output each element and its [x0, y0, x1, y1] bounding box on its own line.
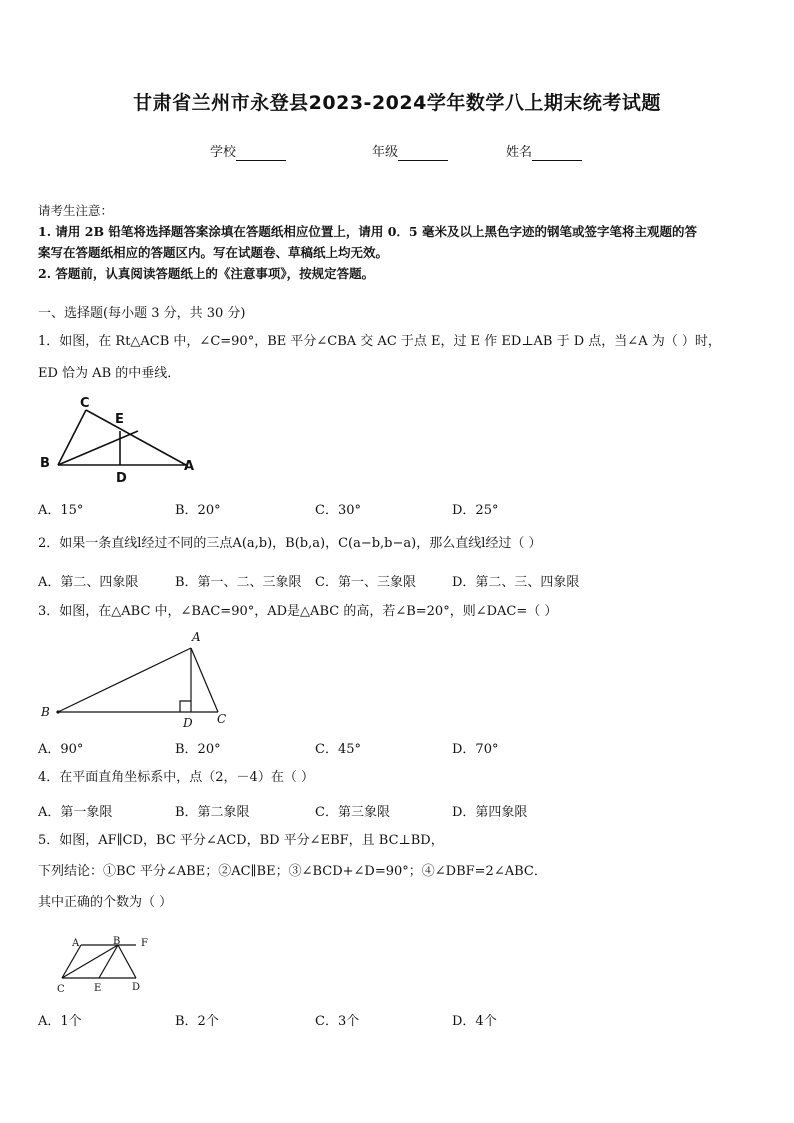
q3-label-a: A	[192, 630, 201, 644]
q5-label-c: C	[57, 984, 65, 995]
q4-text: 4．在平面直角坐标系中，点（2，－4）在（ ）	[38, 770, 314, 785]
q5-label-f: F	[141, 938, 148, 949]
q3-figure	[36, 628, 236, 732]
q5-label-e: E	[94, 983, 102, 994]
q3-label-d: D	[183, 716, 193, 730]
q1-label-d: D	[116, 471, 127, 486]
q5-option-b[interactable]: B．2个	[175, 1014, 219, 1029]
q3-text: 3．如图，在△ABC 中，∠BAC=90°，AD是△ABC 的高，若∠B=20°，则∠DAC=（ ）	[38, 604, 558, 619]
q5-option-d[interactable]: D．4个	[452, 1014, 497, 1029]
grade-blank	[398, 145, 448, 161]
q3-option-c[interactable]: C．45°	[315, 742, 361, 757]
notice-item-1-line-1: 1. 请用 2B 铅笔将选择题答案涂填在答题纸相应位置上，请用 0．5 毫米及以上黑色字迹的钢笔或签字笔将主观题的答	[38, 224, 697, 239]
q2-option-d[interactable]: D．第二、三、四象限	[452, 575, 580, 590]
q3-point-b	[56, 710, 59, 713]
q5-text-line-3: 其中正确的个数为（ ）	[38, 895, 173, 910]
name-label: 姓名	[506, 145, 533, 160]
notice-heading: 请考生注意：	[38, 203, 114, 218]
name-field	[506, 141, 582, 161]
q5-option-c[interactable]: C．3个	[315, 1014, 360, 1029]
q1-label-e: E	[115, 412, 124, 427]
q4-option-a[interactable]: A．第一象限	[38, 805, 113, 820]
q3-segment-ba	[58, 648, 191, 712]
q3-option-b[interactable]: B．20°	[175, 742, 221, 757]
q5-label-d: D	[132, 982, 141, 993]
school-field	[210, 141, 286, 161]
q1-segment-be	[58, 431, 138, 465]
q1-label-c: C	[80, 396, 90, 411]
q1-option-c[interactable]: C．30°	[315, 503, 361, 518]
q2-option-b[interactable]: B．第一、二、三象限	[175, 575, 302, 590]
q3-right-angle-mark	[180, 701, 191, 712]
q5-option-a[interactable]: A．1个	[38, 1014, 82, 1029]
q3-label-b: B	[41, 705, 50, 719]
q2-option-a[interactable]: A．第二、四象限	[38, 575, 139, 590]
q1-label-b: B	[40, 456, 50, 471]
q1-segment-ca	[86, 410, 186, 465]
q3-label-c: C	[217, 712, 227, 726]
q3-option-a[interactable]: A．90°	[38, 742, 84, 757]
q5-label-b: B	[113, 936, 121, 947]
page-title: 甘肃省兰州市永登县2023-2024学年数学八上期末统考试题	[133, 92, 661, 114]
q2-text: 2．如果一条直线l经过不同的三点A(a,b)，B(b,a)，C(a−b,b−a)，那么直线l经过（ ）	[38, 536, 542, 551]
notice-block	[38, 200, 768, 284]
q5-text-line-1: 5．如图，AF∥CD，BC 平分∠ACD，BD 平分∠EBF，且 BC⊥BD，	[38, 833, 444, 848]
section-heading: 一、选择题(每小题 3 分，共 30 分)	[38, 306, 246, 321]
q4-option-d[interactable]: D．第四象限	[452, 805, 528, 820]
q5-segment-bd	[118, 945, 136, 978]
q1-figure	[36, 392, 206, 486]
q1-option-d[interactable]: D．25°	[452, 503, 499, 518]
q5-figure	[50, 930, 160, 996]
q3-option-d[interactable]: D．70°	[452, 742, 499, 757]
grade-label: 年级	[372, 145, 399, 160]
school-label: 学校	[210, 145, 237, 160]
q5-text-line-2: 下列结论：①BC 平分∠ABE；②AC∥BE；③∠BCD+∠D=90°；④∠DBF=2∠ABC．	[38, 864, 547, 879]
q5-segment-bc	[62, 945, 118, 978]
q3-segment-ac	[191, 648, 218, 712]
notice-item-2: 2. 答题前，认真阅读答题纸上的《注意事项》，按规定答题。	[38, 266, 375, 281]
q1-option-b[interactable]: B．20°	[175, 503, 221, 518]
notice-item-1-line-2: 案写在答题纸相应的答题区内。写在试题卷、草稿纸上均无效。	[38, 245, 389, 260]
q2-option-c[interactable]: C．第一、三象限	[315, 575, 416, 590]
name-blank	[532, 145, 582, 161]
q1-text-line-1: 1．如图，在 Rt△ACB 中，∠C=90°，BE 平分∠CBA 交 AC 于点 E，过 E 作 ED⊥AB 于 D 点，当∠A 为（ ）时，	[38, 334, 721, 349]
q5-label-a: A	[72, 938, 80, 949]
q1-segment-bc	[58, 410, 86, 465]
q1-label-a: A	[184, 459, 195, 474]
school-blank	[236, 145, 286, 161]
grade-field	[372, 141, 448, 161]
q4-option-c[interactable]: C．第三象限	[315, 805, 390, 820]
q1-text-line-2: ED 恰为 AB 的中垂线．	[38, 366, 181, 381]
q1-option-a[interactable]: A．15°	[38, 503, 84, 518]
q4-option-b[interactable]: B．第二象限	[175, 805, 250, 820]
